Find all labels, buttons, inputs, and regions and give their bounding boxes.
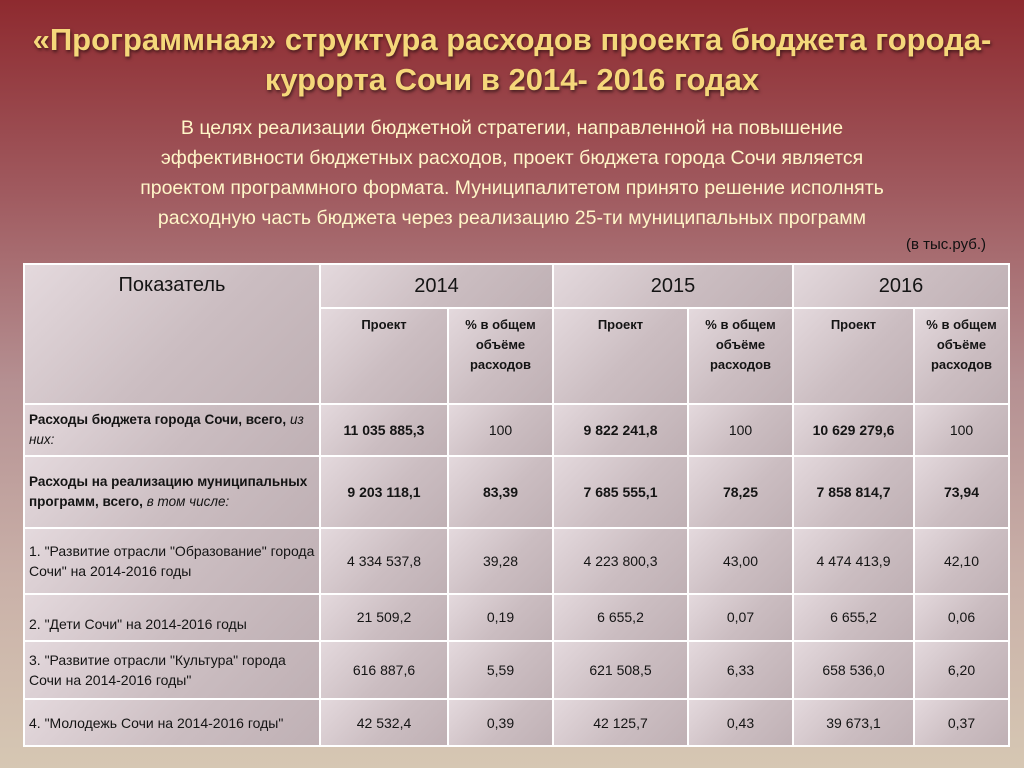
cell-project-2015: 6 655,2 xyxy=(553,594,688,641)
header-project-2014: Проект xyxy=(320,308,448,404)
slide-title-line-2: курорта Сочи в 2014- 2016 годах xyxy=(264,62,760,97)
row-label-note: из них: xyxy=(29,412,304,447)
header-year-2014: 2014 xyxy=(320,264,553,308)
cell-percent-2016: 0,06 xyxy=(914,594,1009,641)
cell-percent-2015: 78,25 xyxy=(688,456,793,528)
row-label: 4. "Молодежь Сочи на 2014-2016 годы" xyxy=(24,699,320,746)
cell-project-2016: 39 673,1 xyxy=(793,699,914,746)
table-row xyxy=(24,594,1009,641)
cell-percent-2015: 0,07 xyxy=(688,594,793,641)
table-row xyxy=(24,641,1009,699)
header-percent-2015: % в общем объёме расходов xyxy=(688,308,793,404)
cell-percent-2014: 0,19 xyxy=(448,594,553,641)
intro-paragraph xyxy=(40,113,984,233)
intro-line-1: В целях реализации бюджетной стратегии, направленной на повышение xyxy=(180,117,844,139)
cell-project-2015: 621 508,5 xyxy=(553,641,688,699)
cell-percent-2014: 83,39 xyxy=(448,456,553,528)
intro-line-2: эффективности бюджетных расходов, проект бюджета города Сочи является xyxy=(160,147,864,169)
cell-project-2014: 42 532,4 xyxy=(320,699,448,746)
slide-title-line-1: «Программная» структура расходов проекта бюджета города- xyxy=(32,22,992,57)
row-label-text: Расходы на реализацию муниципальных программ, всего, xyxy=(29,474,308,509)
row-label: 1. "Развитие отрасли "Образование" города Сочи" на 2014-2016 годы xyxy=(24,528,320,594)
cell-percent-2014: 0,39 xyxy=(448,699,553,746)
cell-project-2014: 616 887,6 xyxy=(320,641,448,699)
row-label-note: в том числе: xyxy=(146,494,230,509)
cell-project-2016: 6 655,2 xyxy=(793,594,914,641)
slide-title xyxy=(0,20,1024,100)
cell-percent-2015: 43,00 xyxy=(688,528,793,594)
cell-project-2016: 10 629 279,6 xyxy=(793,404,914,456)
cell-project-2016: 658 536,0 xyxy=(793,641,914,699)
intro-line-4: расходную часть бюджета через реализацию 25-ти муниципальных программ xyxy=(157,207,867,229)
cell-project-2016: 7 858 814,7 xyxy=(793,456,914,528)
header-percent-2016: % в общем объёме расходов xyxy=(914,308,1009,404)
cell-percent-2015: 6,33 xyxy=(688,641,793,699)
header-project-2016: Проект xyxy=(793,308,914,404)
header-indicator: Показатель xyxy=(24,264,320,404)
table-row xyxy=(24,404,1009,456)
header-percent-2014: % в общем объёме расходов xyxy=(448,308,553,404)
cell-percent-2014: 5,59 xyxy=(448,641,553,699)
table-row xyxy=(24,528,1009,594)
cell-project-2015: 42 125,7 xyxy=(553,699,688,746)
cell-project-2015: 4 223 800,3 xyxy=(553,528,688,594)
cell-project-2014: 4 334 537,8 xyxy=(320,528,448,594)
units-note: (в тыс.руб.) xyxy=(905,236,986,253)
header-year-2016: 2016 xyxy=(793,264,1009,308)
cell-project-2016: 4 474 413,9 xyxy=(793,528,914,594)
intro-line-3: проектом программного формата. Муниципалитетом принято решение исполнять xyxy=(140,177,884,199)
cell-project-2014: 11 035 885,3 xyxy=(320,404,448,456)
cell-project-2015: 7 685 555,1 xyxy=(553,456,688,528)
table-row xyxy=(24,456,1009,528)
row-label: 2. "Дети Сочи" на 2014-2016 годы xyxy=(24,594,320,641)
header-year-2015: 2015 xyxy=(553,264,793,308)
cell-project-2014: 21 509,2 xyxy=(320,594,448,641)
budget-table xyxy=(23,263,1010,747)
cell-project-2014: 9 203 118,1 xyxy=(320,456,448,528)
row-label xyxy=(24,404,320,456)
cell-percent-2016: 0,37 xyxy=(914,699,1009,746)
cell-percent-2016: 6,20 xyxy=(914,641,1009,699)
row-label-text: Расходы бюджета города Сочи, всего, xyxy=(29,412,287,427)
cell-percent-2016: 73,94 xyxy=(914,456,1009,528)
table-row xyxy=(24,699,1009,746)
cell-percent-2016: 42,10 xyxy=(914,528,1009,594)
cell-percent-2015: 100 xyxy=(688,404,793,456)
cell-project-2015: 9 822 241,8 xyxy=(553,404,688,456)
cell-percent-2014: 100 xyxy=(448,404,553,456)
row-label: 3. "Развитие отрасли "Культура" города Сочи на 2014-2016 годы" xyxy=(24,641,320,699)
cell-percent-2015: 0,43 xyxy=(688,699,793,746)
cell-percent-2016: 100 xyxy=(914,404,1009,456)
cell-percent-2014: 39,28 xyxy=(448,528,553,594)
header-project-2015: Проект xyxy=(553,308,688,404)
header-row-years xyxy=(24,264,1009,308)
row-label xyxy=(24,456,320,528)
